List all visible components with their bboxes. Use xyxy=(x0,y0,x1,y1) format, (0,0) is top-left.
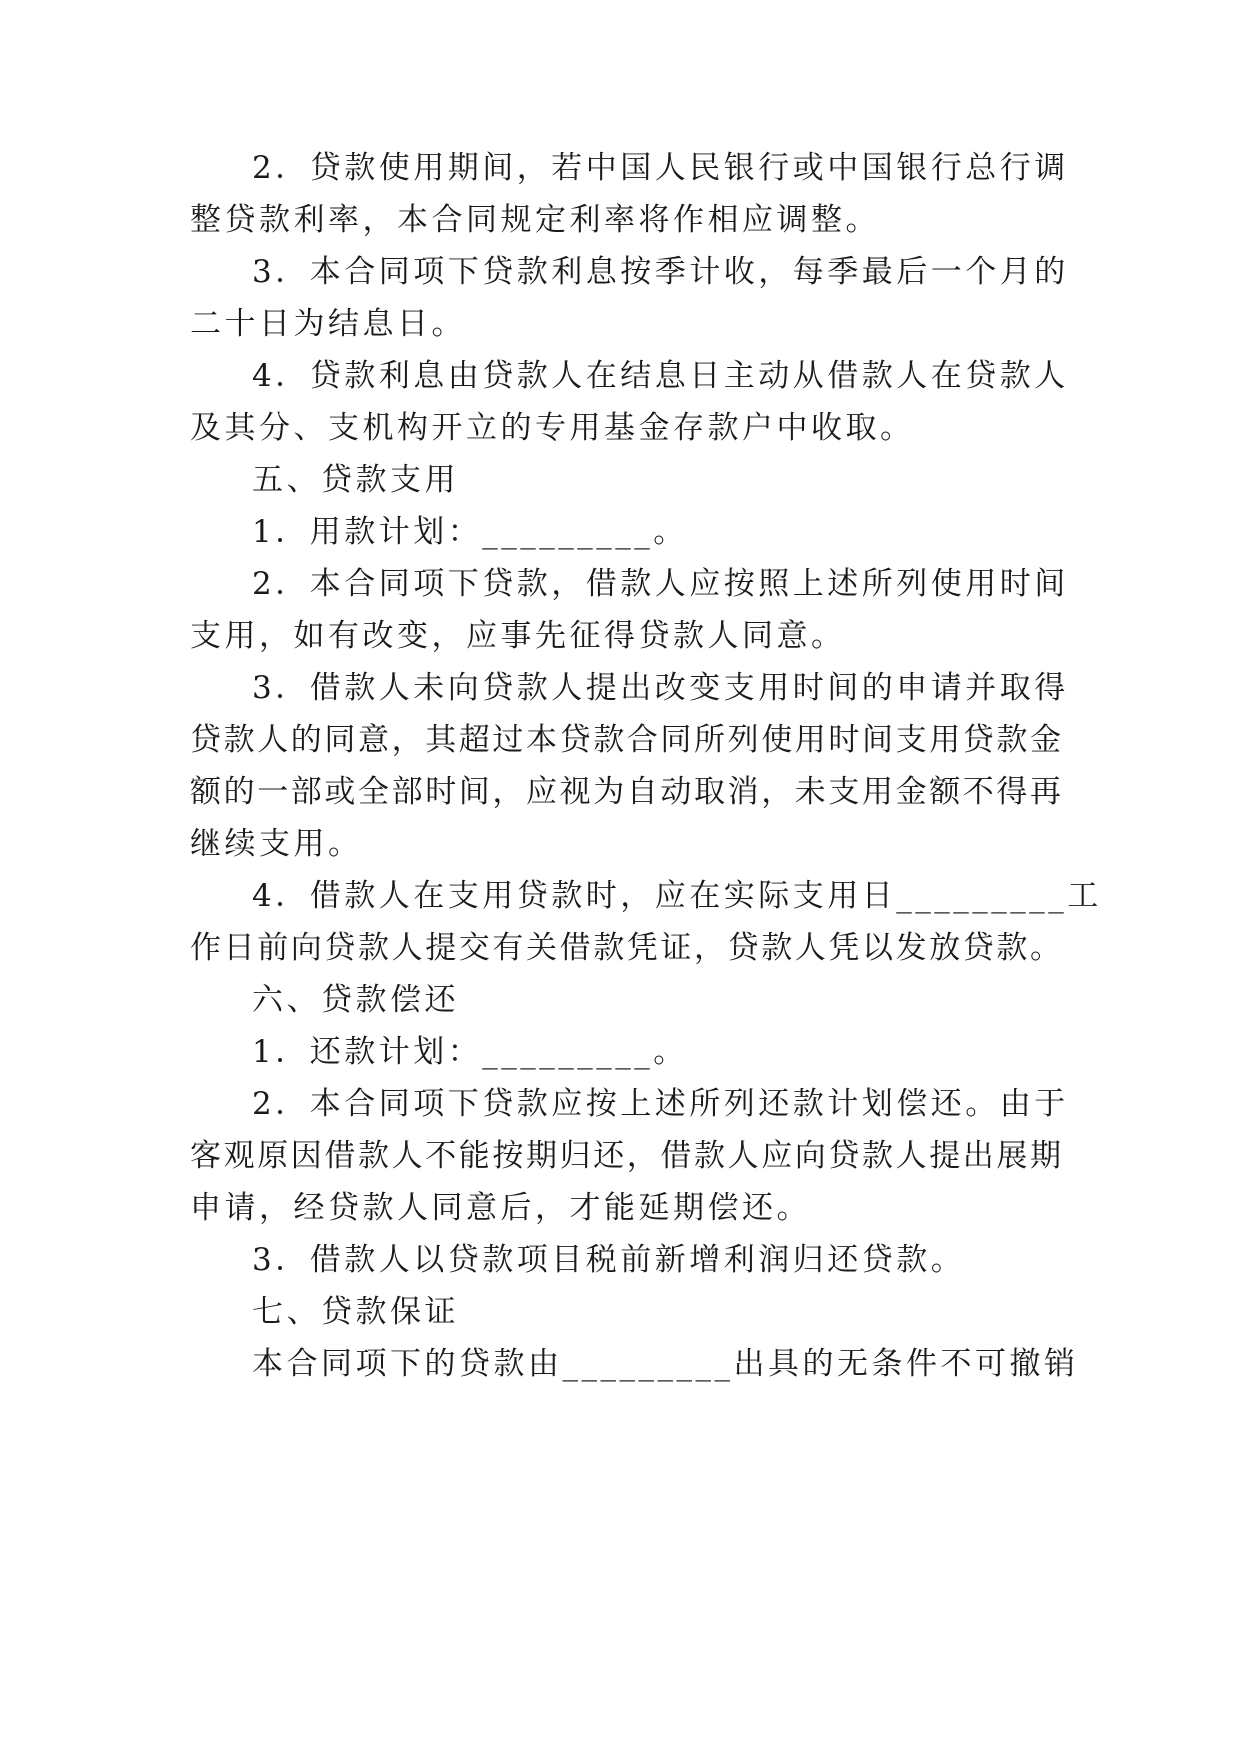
paragraph-line: 2．本合同项下贷款，借款人应按照上述所列使用时间 xyxy=(252,566,1069,602)
paragraph-line: 3．本合同项下贷款利息按季计收，每季最后一个月的 xyxy=(252,254,1069,290)
paragraph-line: 支用，如有改变，应事先征得贷款人同意。 xyxy=(190,618,846,654)
paragraph-line: 继续支用。 xyxy=(190,826,363,862)
paragraph-line: 3．借款人以贷款项目税前新增利润归还贷款。 xyxy=(252,1242,966,1278)
paragraph-line: 2．贷款使用期间，若中国人民银行或中国银行总行调 xyxy=(252,150,1069,186)
paragraph-line: 4．贷款利息由贷款人在结息日主动从借款人在贷款人 xyxy=(252,358,1069,394)
paragraph-line: 作日前向贷款人提交有关借款凭证，贷款人凭以发放贷款。 xyxy=(190,930,1064,966)
paragraph-line: 贷款人的同意，其超过本贷款合同所列使用时间支用贷款金 xyxy=(190,722,1064,758)
paragraph-line: 1．还款计划：_________。 xyxy=(252,1034,688,1070)
paragraph-line: 二十日为结息日。 xyxy=(190,306,466,342)
paragraph-line: 及其分、支机构开立的专用基金存款户中收取。 xyxy=(190,410,915,446)
section-heading: 七、贷款保证 xyxy=(252,1294,459,1330)
paragraph-line: 申请，经贷款人同意后，才能延期偿还。 xyxy=(190,1190,811,1226)
paragraph-line: 4．借款人在支用贷款时，应在实际支用日_________工 xyxy=(252,878,1102,914)
paragraph-line: 客观原因借款人不能按期归还，借款人应向贷款人提出展期 xyxy=(190,1138,1064,1174)
paragraph-line: 1．用款计划：_________。 xyxy=(252,514,688,550)
paragraph-line: 3．借款人未向贷款人提出改变支用时间的申请并取得 xyxy=(252,670,1069,706)
paragraph-line: 本合同项下的贷款由_________出具的无条件不可撤销 xyxy=(252,1346,1079,1382)
paragraph-line: 2．本合同项下贷款应按上述所列还款计划偿还。由于 xyxy=(252,1086,1069,1122)
paragraph-line: 额的一部或全部时间，应视为自动取消，未支用金额不得再 xyxy=(190,774,1064,810)
section-heading: 五、贷款支用 xyxy=(252,462,459,498)
paragraph-line: 整贷款利率，本合同规定利率将作相应调整。 xyxy=(190,202,880,238)
section-heading: 六、贷款偿还 xyxy=(252,982,459,1018)
